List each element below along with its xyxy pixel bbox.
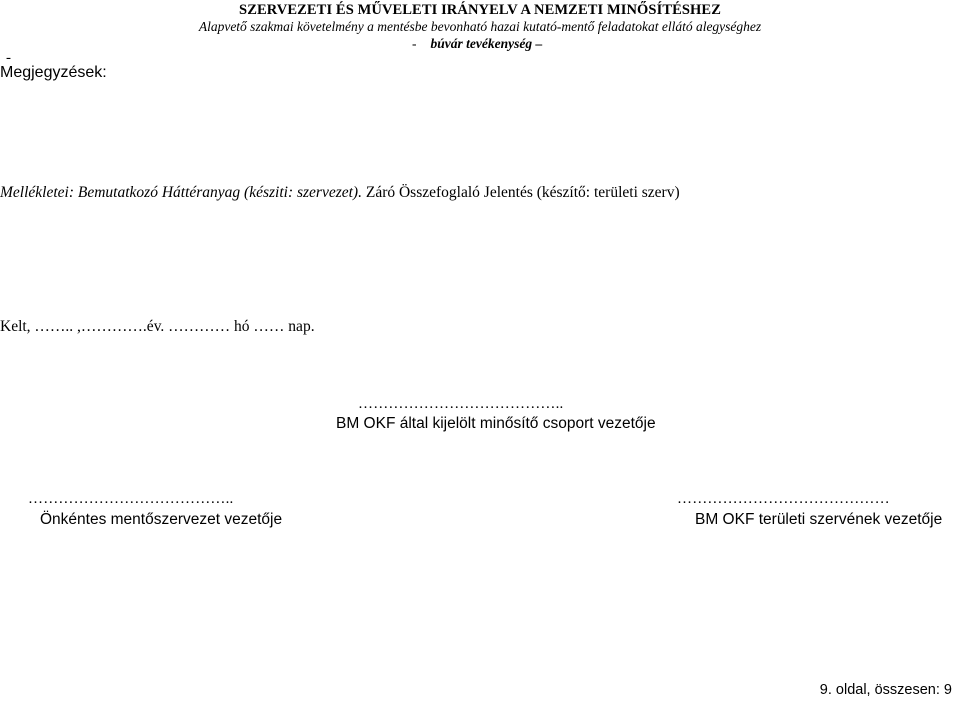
date-line: Kelt, …….. ,………….év. ………… hó …… nap. xyxy=(0,318,315,335)
activity-text: búvár tevékenység – xyxy=(430,36,543,51)
document-header-subtitle: Alapvető szakmai követelmény a mentésbe bevonható hazai kutató-mentő feladatokat ellátó alegységhez xyxy=(198,19,762,34)
central-signature-label: BM OKF által kijelölt minősítő csoport vezetője xyxy=(336,415,656,432)
right-signature-line: …………………………………… xyxy=(677,491,890,507)
left-signature-label: Önkéntes mentőszervezet vezetője xyxy=(40,511,283,528)
central-signature-line: ………………………………….. xyxy=(358,396,564,412)
page-number-footer: 9. oldal, összesen: 9 xyxy=(819,682,952,698)
attachments-part-1: Mellékletei: Bemutatkozó Háttéranyag (késziti: szervezet). xyxy=(0,184,362,201)
remarks-label: Megjegyzések: xyxy=(0,64,107,81)
list-dash: - xyxy=(6,50,11,66)
attachments-part-2: Záró Összefoglaló Jelentés (készítő: területi szerv) xyxy=(361,184,680,201)
document-header-activity xyxy=(412,36,542,52)
document-header-title: SZERVEZETI ÉS MŰVELETI IRÁNYELV A NEMZETI MINŐSÍTÉSHEZ xyxy=(239,2,721,18)
right-signature-label: BM OKF területi szervének vezetője xyxy=(695,511,943,528)
activity-dash: - xyxy=(412,36,417,51)
left-signature-line: ………………………………….. xyxy=(28,491,234,507)
attachments-line xyxy=(0,184,680,202)
